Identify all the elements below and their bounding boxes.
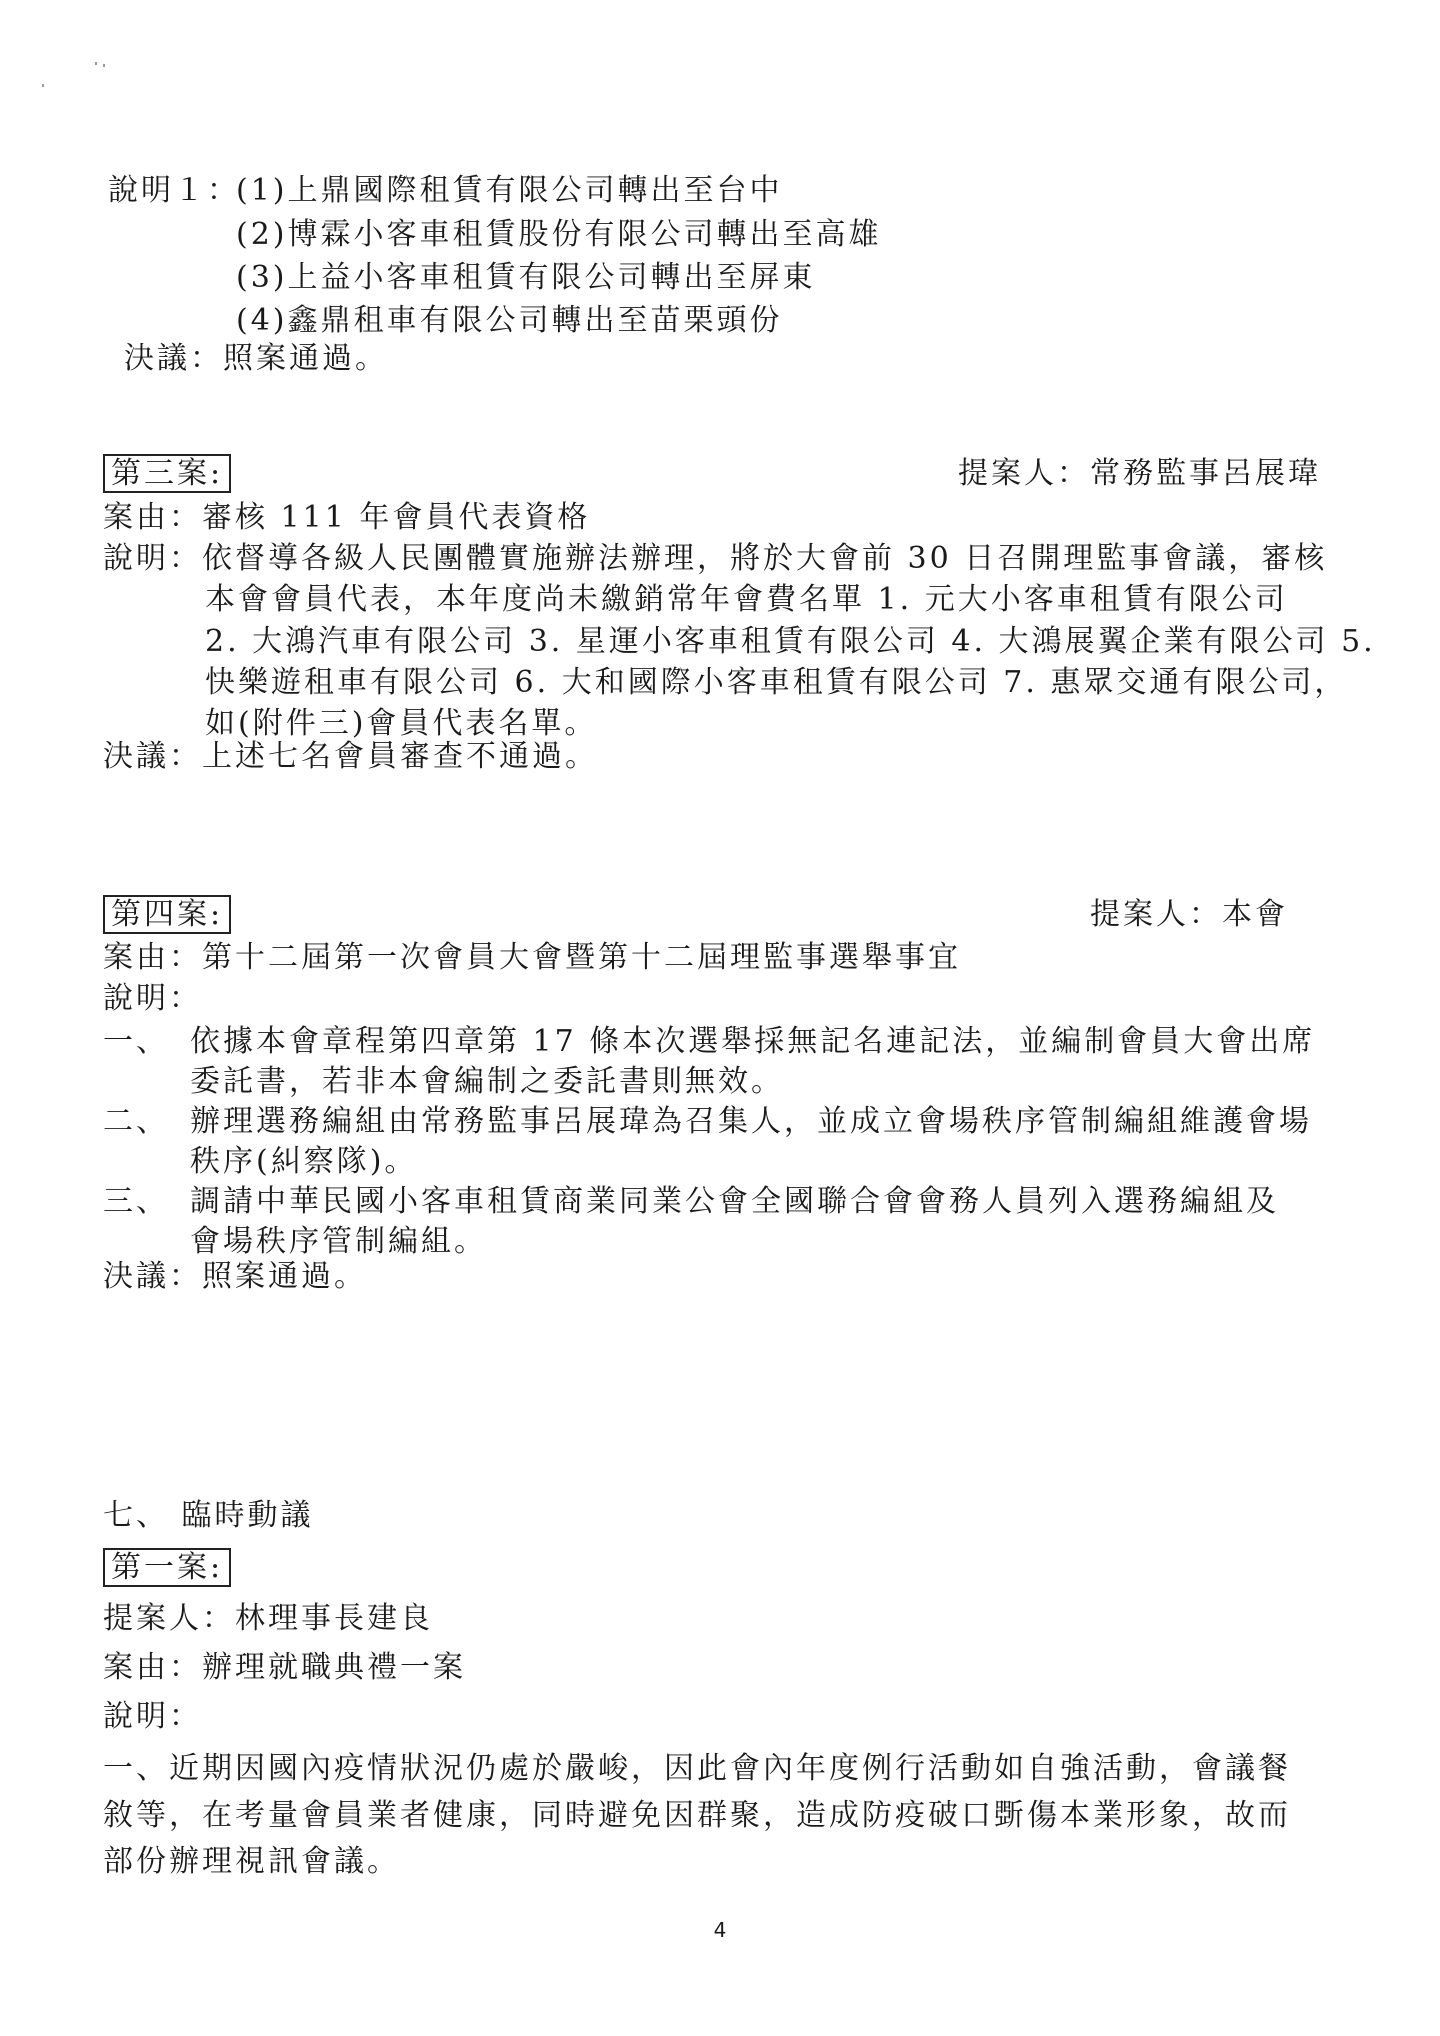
case-title-box: 第三案: — [103, 454, 231, 493]
case-title — [103, 1549, 233, 1587]
body-line: 敘等，在考量會員業者健康，同時避免因群聚，造成防疫破口斲傷本業形象，故而 — [103, 1798, 1291, 1833]
case-title — [103, 455, 233, 493]
proposer: 提案人：本會 — [1090, 897, 1288, 932]
scan-speck — [95, 62, 97, 65]
proposer: 提案人：林理事長建良 — [103, 1601, 433, 1636]
scan-speck — [42, 84, 44, 87]
item-line: 委託書，若非本會編制之委託書則無效。 — [190, 1064, 784, 1099]
case-title-box: 第一案: — [103, 1548, 231, 1587]
section-heading: 七、 臨時動議 — [103, 1498, 314, 1533]
case-desc-line: 說明：依督導各級人民團體實施辦法辦理，將於大會前 30 日召開理監事會議，審核 — [103, 541, 1328, 576]
resolution: 決議：照案通過。 — [103, 1259, 367, 1294]
list-item: (3)上益小客車租賃有限公司轉出至屏東 — [236, 260, 816, 295]
body-line: 部份辦理視訊會議。 — [103, 1844, 400, 1879]
item-line: 秩序(糾察隊)。 — [190, 1144, 418, 1179]
resolution: 決議：上述七名會員審查不通過。 — [103, 739, 598, 774]
case-desc-line: 2. 大鴻汽車有限公司 3. 星運小客車租賃有限公司 4. 大鴻展翼企業有限公司 5. — [205, 624, 1376, 659]
case-reason: 案由：審核 111 年會員代表資格 — [103, 500, 591, 535]
case-reason: 案由：辦理就職典禮一案 — [103, 1650, 466, 1685]
item-line: 會場秩序管制編組。 — [190, 1224, 487, 1259]
list-item: (2)博霖小客車租賃股份有限公司轉出至高雄 — [236, 217, 882, 252]
list-item: (4)鑫鼎租車有限公司轉出至苗栗頭份 — [236, 303, 783, 338]
resolution: 決議：照案通過。 — [124, 341, 388, 376]
case-title — [103, 896, 233, 934]
case-reason: 案由：第十二屆第一次會員大會暨第十二屆理監事選舉事宜 — [103, 940, 961, 975]
body-line: 一、近期因國內疫情狀況仍處於嚴峻，因此會內年度例行活動如自強活動，會議餐 — [103, 1751, 1291, 1786]
page-number: 4 — [713, 1918, 727, 1942]
desc-label: 說明１： — [108, 173, 240, 208]
desc-label: 說明： — [103, 1699, 202, 1734]
item-line: 調請中華民國小客車租賃商業同業公會全國聯合會會務人員列入選務編組及 — [190, 1184, 1279, 1219]
item-line: 依據本會章程第四章第 17 條本次選舉採無記名連記法，並編制會員大會出席 — [190, 1024, 1316, 1059]
item-number: 三、 — [103, 1184, 169, 1219]
desc-label: 說明： — [103, 981, 202, 1016]
item-number: 一、 — [103, 1024, 169, 1059]
item-line: 辦理選務編組由常務監事呂展瑋為召集人，並成立會場秩序管制編組維護會場 — [190, 1104, 1312, 1139]
case-desc-line: 快樂遊租車有限公司 6. 大和國際小客車租賃有限公司 7. 惠眾交通有限公司， — [205, 665, 1348, 700]
list-item: (1)上鼎國際租賃有限公司轉出至台中 — [236, 173, 783, 208]
proposer: 提案人：常務監事呂展瑋 — [958, 456, 1321, 491]
item-number: 二、 — [103, 1104, 169, 1139]
case-desc-line: 本會會員代表，本年度尚未繳銷常年會費名單 1. 元大小客車租賃有限公司 — [205, 582, 1288, 617]
case-title-box: 第四案: — [103, 895, 231, 934]
case-desc-line: 如(附件三)會員代表名單。 — [205, 706, 598, 741]
scan-speck — [103, 64, 105, 67]
